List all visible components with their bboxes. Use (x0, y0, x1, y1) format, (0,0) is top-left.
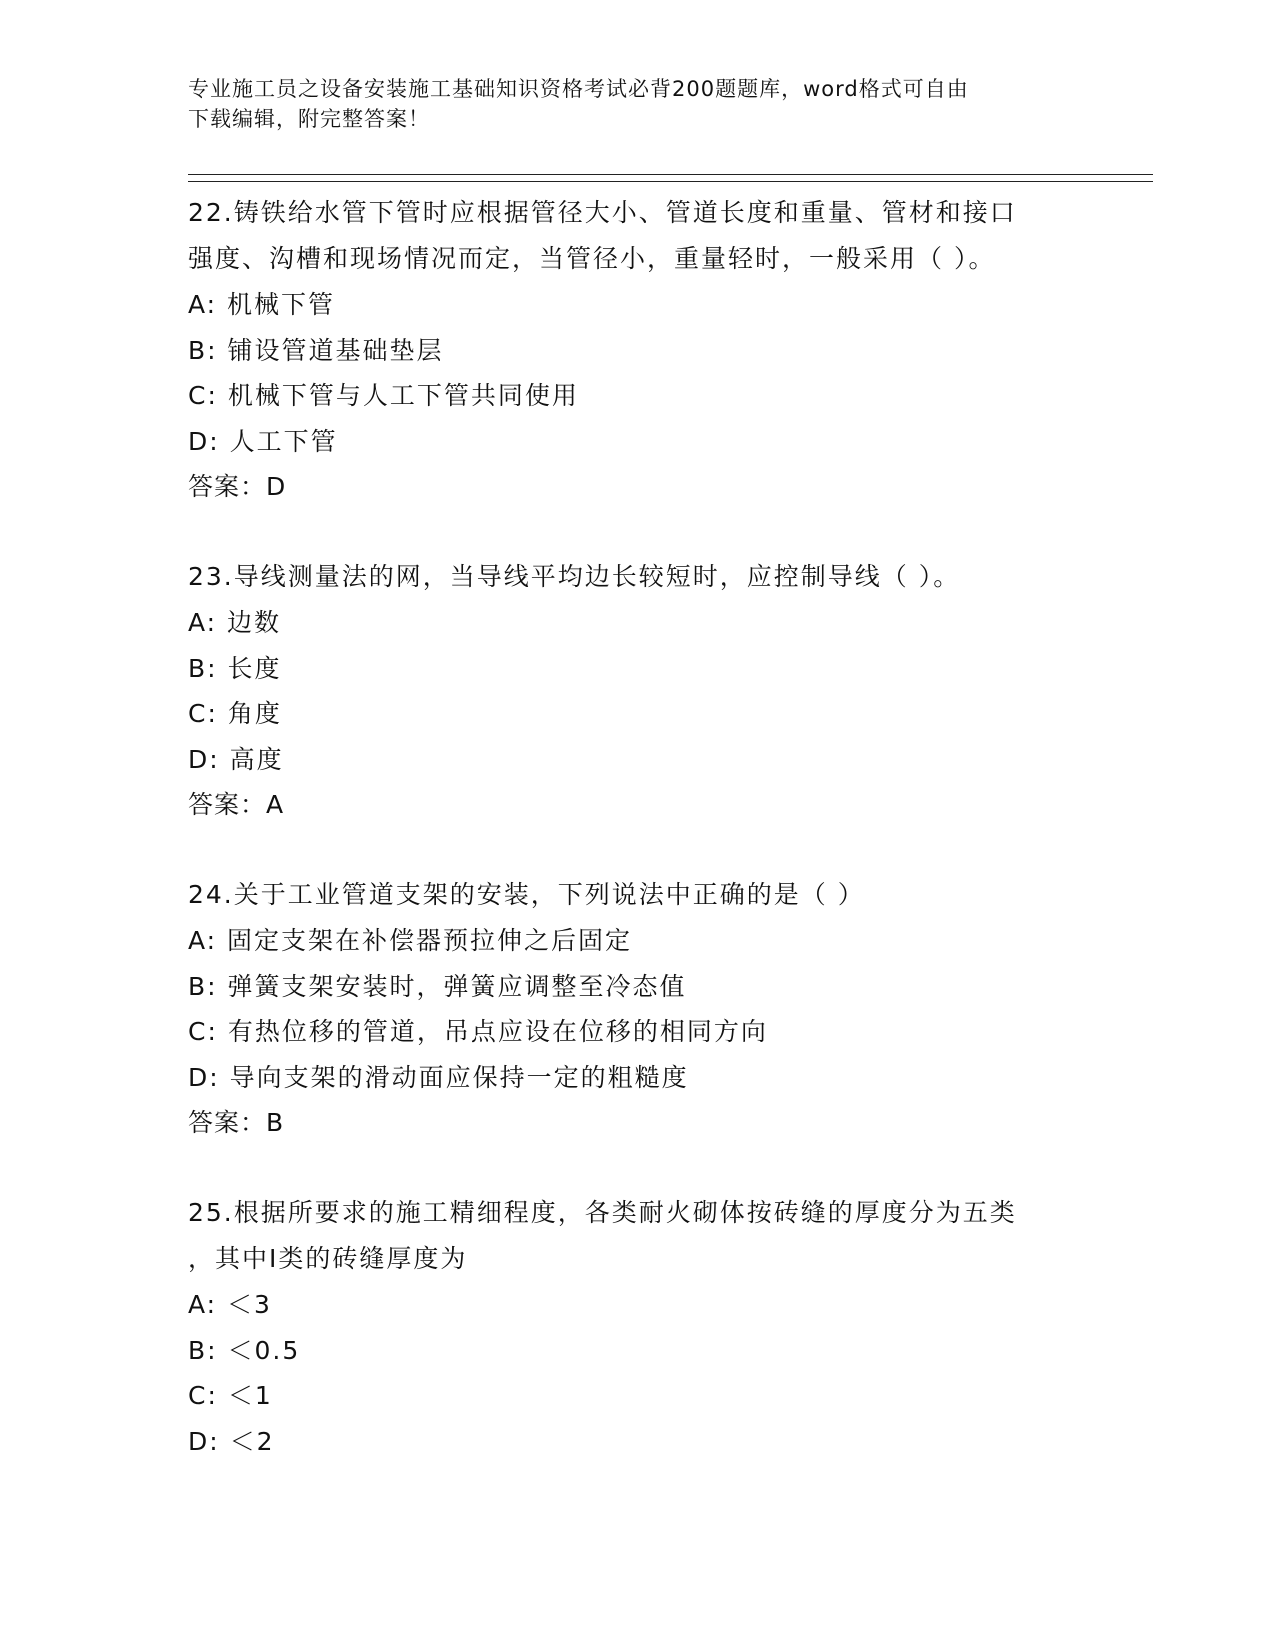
option-b: B: 弹簧支架安装时，弹簧应调整至冷态值 (188, 971, 687, 1001)
question-text-line: 强度、沟槽和现场情况而定，当管径小，重量轻时，一般采用（ ）。 (188, 244, 996, 273)
question-text-line: 22.铸铁给水管下管时应根据管径大小、管道长度和重量、管材和接口 (188, 198, 1017, 227)
option-b: B: 铺设管道基础垫层 (188, 335, 444, 365)
question-text-line: 25.根据所要求的施工精细程度，各类耐火砌体按砖缝的厚度分为五类 (188, 1198, 1017, 1227)
option-a: A: ＜3 (188, 1290, 272, 1319)
option-a: A: 边数 (188, 608, 282, 637)
header-divider-bottom (188, 181, 1153, 182)
option-b: B: 长度 (188, 653, 282, 683)
option-a: A: 机械下管 (188, 290, 336, 319)
option-c: C: 角度 (188, 699, 282, 728)
option-c: C: ＜1 (188, 1381, 273, 1410)
option-d: D: ＜2 (188, 1426, 275, 1456)
spacer (188, 510, 1088, 554)
option-d: D: 高度 (188, 744, 284, 774)
answer-label: 答案：D (188, 472, 287, 501)
option-a: A: 固定支架在补偿器预拉伸之后固定 (188, 926, 633, 955)
document-header (188, 74, 1088, 134)
option-c: C: 机械下管与人工下管共同使用 (188, 381, 579, 410)
question-23 (188, 554, 1088, 828)
answer-label: 答案：B (188, 1108, 285, 1137)
question-text-line: 24.关于工业管道支架的安装，下列说法中正确的是（ ） (188, 880, 865, 909)
question-22 (188, 190, 1088, 510)
option-d: D: 人工下管 (188, 426, 338, 456)
spacer (188, 1146, 1088, 1190)
answer-label: 答案：A (188, 790, 285, 819)
question-25 (188, 1190, 1088, 1464)
option-d: D: 导向支架的滑动面应保持一定的粗糙度 (188, 1062, 689, 1092)
question-text-line: 23.导线测量法的网，当导线平均边长较短时，应控制导线（ ）。 (188, 562, 961, 591)
header-line-1: 专业施工员之设备安装施工基础知识资格考试必背200题题库，word格式可自由 (188, 77, 969, 101)
header-divider-top (188, 174, 1153, 175)
header-line-2: 下载编辑，附完整答案！ (188, 107, 430, 131)
question-list (188, 190, 1088, 1464)
spacer (188, 828, 1088, 872)
option-c: C: 有热位移的管道，吊点应设在位移的相同方向 (188, 1017, 768, 1046)
question-text-line: ，其中Ⅰ类的砖缝厚度为 (188, 1244, 468, 1273)
option-b: B: ＜0.5 (188, 1335, 301, 1365)
question-24 (188, 872, 1088, 1146)
